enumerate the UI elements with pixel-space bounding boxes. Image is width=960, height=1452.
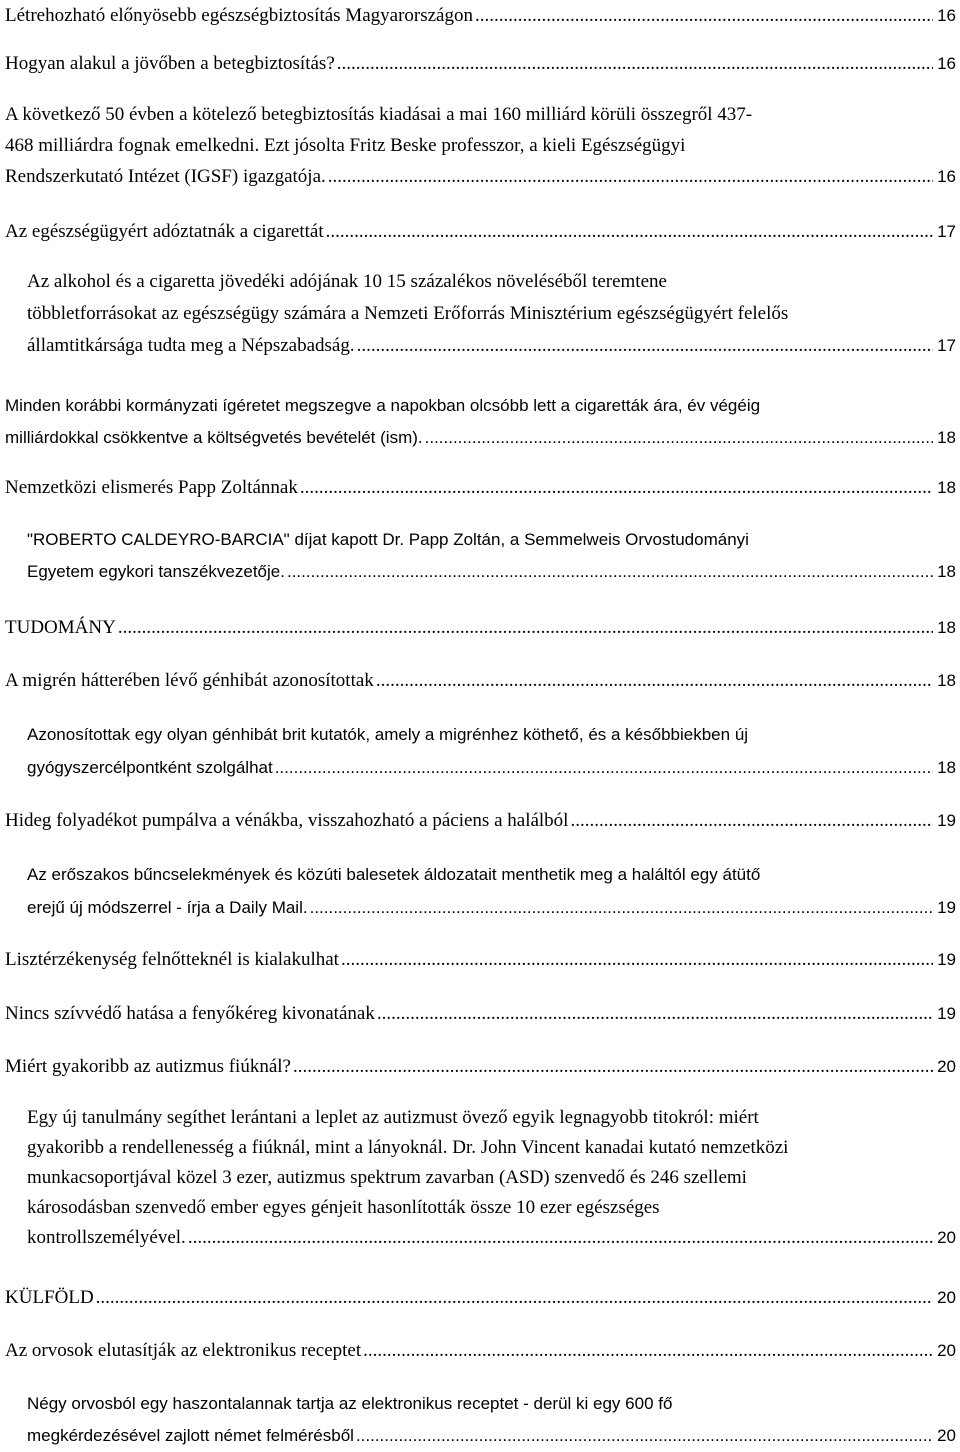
toc-entry-last-line: [5, 472, 956, 503]
toc-entry-text: többletforrásokat az egészségügy számára a Nemzeti Erőforrás Minisztérium egészségügyért felelős: [27, 303, 789, 324]
toc-entry-text: Nemzetközi elismerés Papp Zoltánnak: [5, 477, 298, 498]
toc-entry[interactable]: [5, 1282, 956, 1313]
toc-entry[interactable]: [27, 266, 956, 362]
dot-leader: [337, 48, 933, 79]
toc-entry-last-line: [5, 998, 956, 1029]
toc-page-number: 18: [937, 562, 956, 581]
toc-entry[interactable]: [5, 612, 956, 643]
toc-page-number: 16: [937, 6, 956, 25]
toc-page-number: 18: [937, 758, 956, 777]
toc-page-number: 20: [937, 1288, 956, 1307]
toc-entry-last-line: [27, 556, 956, 588]
toc-entry[interactable]: [5, 805, 956, 836]
toc-entry[interactable]: [27, 858, 956, 924]
toc-entry-text: gyakoribb a rendellenesség a fiúknál, mint a lányoknál. Dr. John Vincent kanadai kutató nemzetközi: [27, 1137, 789, 1158]
toc-entry-last-line: [27, 1223, 956, 1253]
toc-entry-last-line: [27, 891, 956, 924]
toc-entry-text: Az egészségügyért adóztatnák a cigarettát: [5, 221, 324, 242]
toc-entry-text: államtitkársága tudta meg a Népszabadság.: [27, 335, 355, 356]
dot-leader: [293, 1051, 933, 1082]
toc-entry-text: Az orvosok elutasítják az elektronikus receptet: [5, 1340, 362, 1361]
dot-leader: [425, 422, 933, 454]
toc-page-number: 19: [937, 1004, 956, 1023]
toc-entry[interactable]: [5, 0, 956, 31]
dot-leader: [363, 1335, 933, 1366]
dot-leader: [475, 0, 933, 31]
toc-entry-text: A migrén hátterében lévő génhibát azonosítottak: [5, 670, 374, 691]
dot-leader: [310, 891, 933, 924]
toc-entry-last-line: [5, 216, 956, 247]
toc-entry[interactable]: [5, 472, 956, 503]
toc-entry[interactable]: [27, 1388, 956, 1452]
toc-entry[interactable]: [27, 524, 956, 588]
toc-entry-last-line: [5, 48, 956, 79]
toc-page-number: 18: [937, 618, 956, 637]
toc-entry[interactable]: [5, 1335, 956, 1366]
toc-entry[interactable]: [27, 1103, 956, 1253]
dot-leader: [118, 612, 933, 643]
toc-page-number: 16: [937, 167, 956, 186]
toc-entry-last-line: [5, 1282, 956, 1313]
toc-entry-text: erejű új módszerrel - írja a Daily Mail.: [27, 898, 308, 917]
toc-entry-text: Az alkohol és a cigaretta jövedéki adójának 10 15 százalékos növeléséből teremtene: [27, 271, 667, 292]
toc-entry-text: Hogyan alakul a jövőben a betegbiztosítás?: [5, 53, 335, 74]
toc-page-number: 20: [937, 1341, 956, 1360]
toc-entry-text: Lisztérzékenység felnőtteknél is kialakulhat: [5, 949, 339, 970]
dot-leader: [326, 216, 933, 247]
toc-entry-text: Azonosítottak egy olyan génhibát brit kutatók, amely a migrénhez köthető, és a későbbiekben új: [27, 725, 749, 744]
toc-entry-text: Rendszerkutató Intézet (IGSF) igazgatója.: [5, 166, 326, 187]
dot-leader: [356, 1420, 933, 1452]
toc-entry[interactable]: [5, 390, 956, 454]
toc-page-number: 20: [937, 1228, 956, 1247]
toc-entry-text: 468 milliárdra fognak emelkedni. Ezt jósolta Fritz Beske professzor, a kieli Egészségügyi: [5, 135, 686, 156]
toc-entry-last-line: [5, 805, 956, 836]
toc-entry-last-line: [5, 612, 956, 643]
toc-entry-text: Létrehozható előnyösebb egészségbiztosítás Magyarországon: [5, 5, 473, 26]
toc-entry-text: Négy orvosból egy haszontalannak tartja az elektronikus receptet - derül ki egy 600 fő: [27, 1394, 673, 1413]
toc-entry-text: munkacsoportjával közel 3 ezer, autizmus spektrum zavarban (ASD) szenvedő és 246 szellemi: [27, 1167, 747, 1188]
toc-page-number: 18: [937, 478, 956, 497]
toc-entry-text: Egy új tanulmány segíthet lerántani a leplet az autizmust övező egyik legnagyobb titokról: miért: [27, 1107, 759, 1128]
toc-entry-last-line: [27, 1420, 956, 1452]
toc-page-number: 16: [937, 54, 956, 73]
toc-page-number: 20: [937, 1426, 956, 1445]
toc-entry-text: KÜLFÖLD: [5, 1287, 94, 1308]
toc-entry[interactable]: [5, 944, 956, 975]
dot-leader: [377, 998, 933, 1029]
toc-page-number: 19: [937, 950, 956, 969]
dot-leader: [300, 472, 933, 503]
dot-leader: [188, 1223, 933, 1253]
toc-page-number: 19: [937, 898, 956, 917]
toc-page-number: 20: [937, 1057, 956, 1076]
toc-entry-last-line: [5, 944, 956, 975]
toc-entry-text: Miért gyakoribb az autizmus fiúknál?: [5, 1056, 291, 1077]
toc-entry-last-line: [5, 422, 956, 454]
dot-leader: [96, 1282, 933, 1313]
toc-entry-text: milliárdokkal csökkentve a költségvetés bevételét (ism).: [5, 428, 423, 447]
toc-entry-text: károsodásban szenvedő ember egyes génjeit hasonlították össze 10 ezer egészséges: [27, 1197, 660, 1218]
toc-entry-last-line: [27, 751, 956, 784]
toc-page-number: 18: [937, 671, 956, 690]
toc-page-number: 19: [937, 811, 956, 830]
toc-entry[interactable]: [5, 998, 956, 1029]
dot-leader: [357, 330, 933, 362]
toc-page-number: 17: [937, 336, 956, 355]
toc-entry-text: A következő 50 évben a kötelező betegbiztosítás kiadásai a mai 160 milliárd körüli összegről 437-: [5, 104, 753, 125]
toc-entry[interactable]: [5, 216, 956, 247]
toc-entry-text: "ROBERTO CALDEYRO-BARCIA" díjat kapott Dr. Papp Zoltán, a Semmelweis Orvostudományi: [27, 530, 749, 549]
toc-entry[interactable]: [5, 48, 956, 79]
toc-entry-text: Minden korábbi kormányzati ígéretet megszegve a napokban olcsóbb lett a cigaretták ára, év végéig: [5, 396, 761, 415]
toc-entry-text: Nincs szívvédő hatása a fenyőkéreg kivonatának: [5, 1003, 375, 1024]
toc-entry-last-line: [5, 161, 956, 192]
toc-entry-last-line: [5, 1051, 956, 1082]
toc-entry-text: kontrollszemélyével.: [27, 1227, 186, 1248]
dot-leader: [275, 751, 933, 784]
toc-page-number: 18: [937, 428, 956, 447]
toc-entry-last-line: [27, 330, 956, 362]
toc-page-number: 17: [937, 222, 956, 241]
toc-entry-text: Az erőszakos bűncselekmények és közúti balesetek áldozatait menthetik meg a haláltól egy átütő: [27, 865, 761, 884]
dot-leader: [341, 944, 933, 975]
dot-leader: [376, 665, 933, 696]
toc-entry-last-line: [5, 0, 956, 31]
toc-entry-text: megkérdezésével zajlott német felmérésből: [27, 1426, 354, 1445]
toc-entry-last-line: [5, 1335, 956, 1366]
toc-entry[interactable]: [27, 718, 956, 784]
toc-entry[interactable]: [5, 665, 956, 696]
toc-entry[interactable]: [5, 1051, 956, 1082]
toc-entry-text: Hideg folyadékot pumpálva a vénákba, visszahozható a páciens a halálból: [5, 810, 569, 831]
toc-entry-text: gyógyszercélpontként szolgálhat: [27, 758, 273, 777]
toc-entry[interactable]: [5, 99, 956, 192]
toc-entry-last-line: [5, 665, 956, 696]
dot-leader: [328, 161, 933, 192]
dot-leader: [287, 556, 933, 588]
dot-leader: [570, 805, 933, 836]
toc-entry-text: Egyetem egykori tanszékvezetője.: [27, 562, 285, 581]
toc-entry-text: TUDOMÁNY: [5, 617, 116, 638]
